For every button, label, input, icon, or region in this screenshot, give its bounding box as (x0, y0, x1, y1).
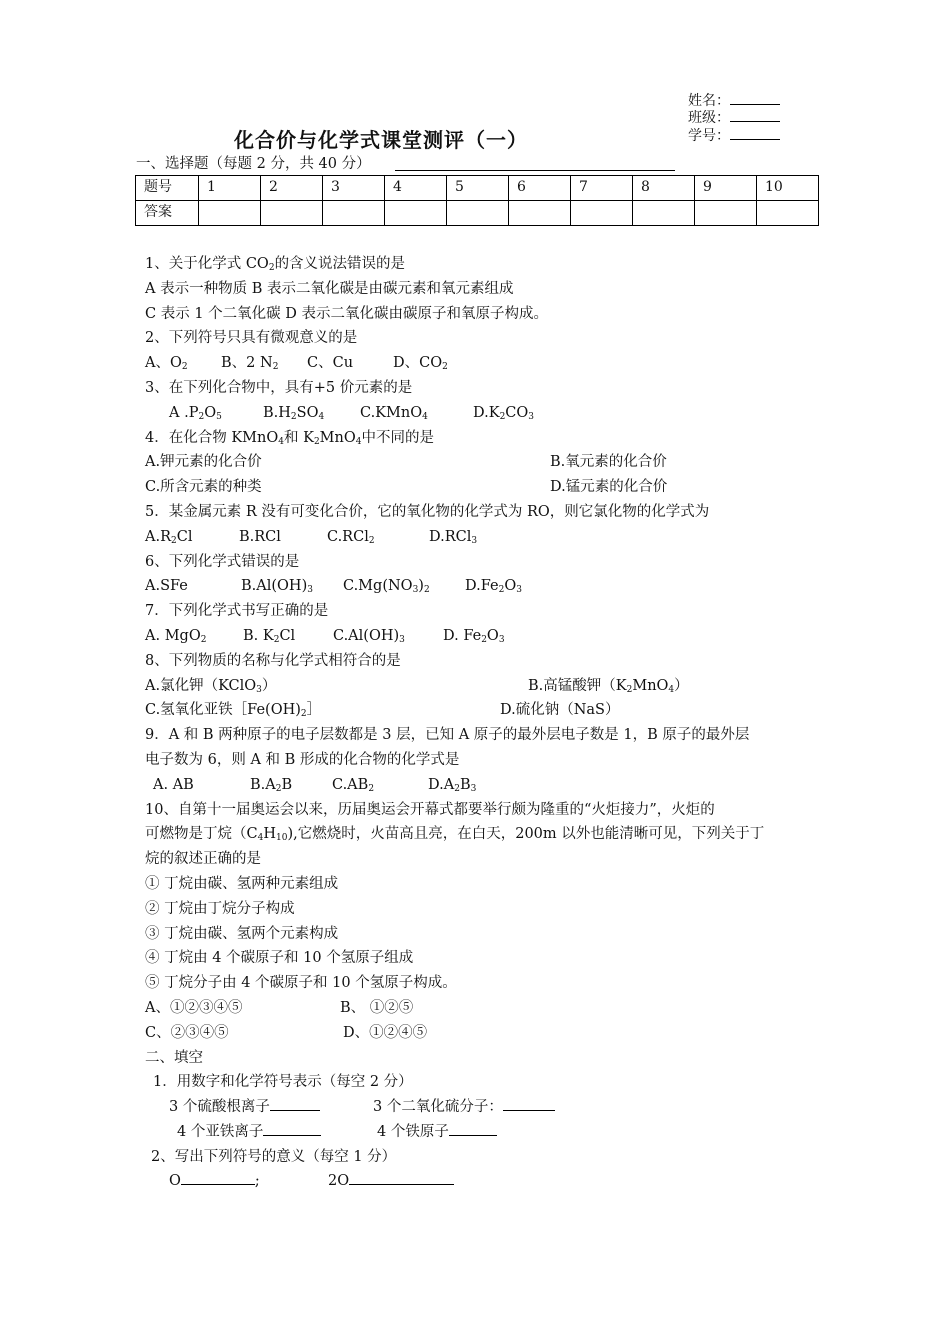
q4-option-d: D.锰元素的化合价 (550, 479, 668, 496)
q3-stem: 3、在下列化合物中，具有+5 价元素的是 (145, 379, 413, 396)
q10-stem-line3: 烷的叙述正确的是 (145, 851, 261, 868)
answer-cell[interactable] (695, 201, 757, 226)
q10-item-1: ① 丁烷由碳、氢两种元素组成 (145, 875, 339, 892)
q3-options (145, 401, 825, 426)
col-number: 6 (509, 176, 571, 201)
id-label: 学号： (688, 128, 730, 144)
q1-options-ab: A 表示一种物质 B 表示二氧化碳是由碳元素和氧元素组成 (145, 280, 514, 297)
q10-option-b: B、 ①②⑤ (340, 999, 414, 1016)
answer-cell[interactable] (261, 201, 323, 226)
row-label-number: 题号 (136, 176, 199, 201)
q2-option-c: C、Cu (307, 355, 354, 372)
answer-blank[interactable] (349, 1170, 454, 1185)
q9-option-c: $C.AB_2$ (332, 776, 375, 794)
q10-item-5: ⑤ 丁烷分子由 4 个碳原子和 10 个氢原子构成。 (145, 975, 457, 992)
answer-cell[interactable] (385, 201, 447, 226)
q3-option-a: A $.P_2O_5$ (169, 404, 222, 422)
q5-option-b: B.RCl (239, 528, 281, 545)
col-number: 10 (757, 176, 819, 201)
q10-option-c: C、②③④⑤ (145, 1024, 229, 1041)
answer-blank[interactable] (263, 1121, 321, 1136)
q6-stem: 6、下列化学式错误的是 (145, 553, 300, 570)
q2-option-b: B、2 $N_2$ (221, 355, 279, 373)
q1-stem: 1、关于化学式 $CO_2$的含义说法错误的是 (145, 256, 406, 273)
section2-q2-stem: 2、写出下列符号的意义（每空 1 分） (151, 1148, 397, 1165)
answer-table (135, 175, 819, 226)
q10-option-d: D、①②④⑤ (343, 1024, 428, 1041)
q5-option-a: $A.R_2Cl$ (145, 528, 193, 546)
q3-option-b: $B.H_2SO_4$ (263, 404, 325, 422)
q4-stem: 4．在化合物 KMnO$_4$和 $K_2MnO_4$中不同的是 (145, 429, 434, 447)
col-number: 5 (447, 176, 509, 201)
answer-cell[interactable] (323, 201, 385, 226)
table-row-numbers (136, 176, 819, 201)
answer-blank[interactable] (503, 1096, 555, 1111)
answer-cell[interactable] (571, 201, 633, 226)
q8-stem: 8、下列物质的名称与化学式相符合的是 (145, 652, 401, 669)
q7-option-a: A. MgO$_2$ (145, 627, 207, 645)
class-blank[interactable] (730, 109, 780, 122)
col-number: 3 (323, 176, 385, 201)
q6-option-a: A.SFe (145, 578, 188, 595)
q9-option-b: $B.A_2B$ (250, 776, 293, 794)
q7-option-c: $C.Al(OH)_3$ (333, 627, 405, 645)
q5-stem: 5．某金属元素 R 没有可变化合价，它的氧化物的化学式为 RO，则它氯化物的化学式为 (145, 503, 710, 520)
section2-q2-row (145, 1169, 825, 1194)
q6-option-d: $D.Fe_2O_3$ (465, 578, 522, 596)
fill-symbol-2o: 2O (328, 1169, 454, 1194)
q7-option-d: D. $Fe_2O_3$ (443, 627, 505, 645)
answer-cell[interactable] (447, 201, 509, 226)
q6-options (145, 574, 825, 599)
q2-options (145, 351, 825, 376)
q10-stem-line2: 可燃物是丁烷$(C_4H_{10})$,它燃烧时，火苗高且亮，在白天，200m 以外也能清晰可见，下列关于丁 (145, 826, 765, 844)
q4-options-ab (145, 450, 825, 475)
section1-heading: 一、选择题（每题 2 分，共 40 分） (136, 156, 371, 172)
q9-stem-line2: 电子数为 6，则 A 和 B 形成的化合物的化学式是 (145, 751, 460, 768)
class-label: 班级： (688, 110, 730, 126)
q9-option-a: A. AB (153, 776, 194, 793)
fill-sulfate-ion: 3 个硫酸根离子 (169, 1095, 320, 1120)
q10-options-cd (145, 1021, 825, 1046)
q2-stem: 2、下列符号只具有微观意义的是 (145, 330, 358, 347)
col-number: 4 (385, 176, 447, 201)
q6-option-c: $C.Mg(NO_3)_2$ (343, 578, 430, 596)
table-row-answers (136, 201, 819, 226)
page-title: 化合价与化学式课堂测评（一） (234, 128, 528, 152)
q8-option-a: A.氯化钾（KClO$_3$） (145, 677, 277, 695)
q6-option-b: $B.Al(OH)_3$ (241, 578, 313, 596)
id-field[interactable] (688, 127, 780, 145)
q4-option-b: B.氧元素的化合价 (550, 454, 667, 471)
fill-ferrous-ion: 4 个亚铁离子 (177, 1120, 321, 1145)
fill-symbol-o: O ; (169, 1169, 260, 1194)
q7-stem: 7．下列化学式书写正确的是 (145, 603, 329, 620)
q4-option-c: C.所含元素的种类 (145, 479, 262, 496)
q7-options (145, 624, 825, 649)
answer-cell[interactable] (757, 201, 819, 226)
name-field[interactable] (688, 92, 780, 110)
q10-item-3: ③ 丁烷由碳、氢两个元素构成 (145, 925, 339, 942)
answer-cell[interactable] (199, 201, 261, 226)
q8-option-b: B.高锰酸钾$(K_2MnO_4)$ (528, 677, 689, 695)
name-blank[interactable] (730, 92, 780, 105)
q10-item-4: ④ 丁烷由 4 个碳原子和 10 个氢原子组成 (145, 950, 414, 967)
q8-option-c: C.氢氧化亚铁$[Fe(OH)_2]$ (145, 702, 322, 720)
q5-option-d: D.RCl$_3$ (429, 528, 478, 546)
q5-option-c: C.RCl$_2$ (327, 528, 375, 546)
fill-iron-atom: 4 个铁原子 (377, 1120, 497, 1145)
q8-option-d: D.硫化钠（NaS） (500, 702, 620, 719)
q9-stem-line1: 9．A 和 B 两种原子的电子层数都是 3 层，已知 A 原子的最外层电子数是 1，B 原子的最外层 (145, 727, 750, 744)
answer-blank[interactable] (270, 1096, 320, 1111)
q8-options-ab (145, 674, 825, 699)
row-label-answer: 答案 (136, 201, 199, 226)
q9-options (145, 773, 825, 798)
q2-option-d: D、$CO_2$ (393, 355, 448, 373)
section2-heading: 二、填空 (145, 1049, 203, 1066)
q10-stem-line1: 10、自第十一届奥运会以来，历届奥运会开幕式都要举行颇为隆重的“火炬接力”，火炬的 (145, 801, 715, 818)
q2-option-a: A、$O_2$ (145, 355, 188, 373)
section2-q1-stem: 1．用数字和化学符号表示（每空 2 分） (153, 1074, 413, 1091)
q7-option-b: B. $K_2Cl$ (243, 627, 296, 645)
q10-option-a: A、①②③④⑤ (145, 999, 243, 1016)
answer-cell[interactable] (633, 201, 695, 226)
section2-q1-row2 (145, 1120, 825, 1145)
q4-options-cd (145, 475, 825, 500)
col-number: 1 (199, 176, 261, 201)
fill-so2-molecule: 3 个二氧化硫分子： (373, 1095, 555, 1120)
col-number: 2 (261, 176, 323, 201)
col-number: 8 (633, 176, 695, 201)
q10-options-ab (145, 996, 825, 1021)
answer-blank[interactable] (181, 1170, 255, 1185)
heading-rule (395, 170, 675, 171)
question-body (145, 252, 825, 1194)
col-number: 7 (571, 176, 633, 201)
q9-option-d: $D.A_2B_3$ (428, 776, 477, 794)
id-blank[interactable] (730, 127, 780, 140)
name-label: 姓名： (688, 93, 730, 109)
class-field[interactable] (688, 109, 780, 127)
q5-options (145, 525, 825, 550)
answer-blank[interactable] (449, 1121, 497, 1136)
q3-option-c: C.KMnO$_4$ (360, 404, 428, 422)
q4-option-a: A.钾元素的化合价 (145, 454, 262, 471)
q1-options-cd: C 表示 1 个二氧化碳 D 表示二氧化碳由碳原子和氧原子构成。 (145, 305, 548, 322)
section2-q1-row1 (145, 1095, 825, 1120)
q8-options-cd (145, 698, 825, 723)
answer-cell[interactable] (509, 201, 571, 226)
col-number: 9 (695, 176, 757, 201)
q3-option-d: $D.K_2CO_3$ (473, 404, 535, 422)
q10-item-2: ② 丁烷由丁烷分子构成 (145, 900, 295, 917)
